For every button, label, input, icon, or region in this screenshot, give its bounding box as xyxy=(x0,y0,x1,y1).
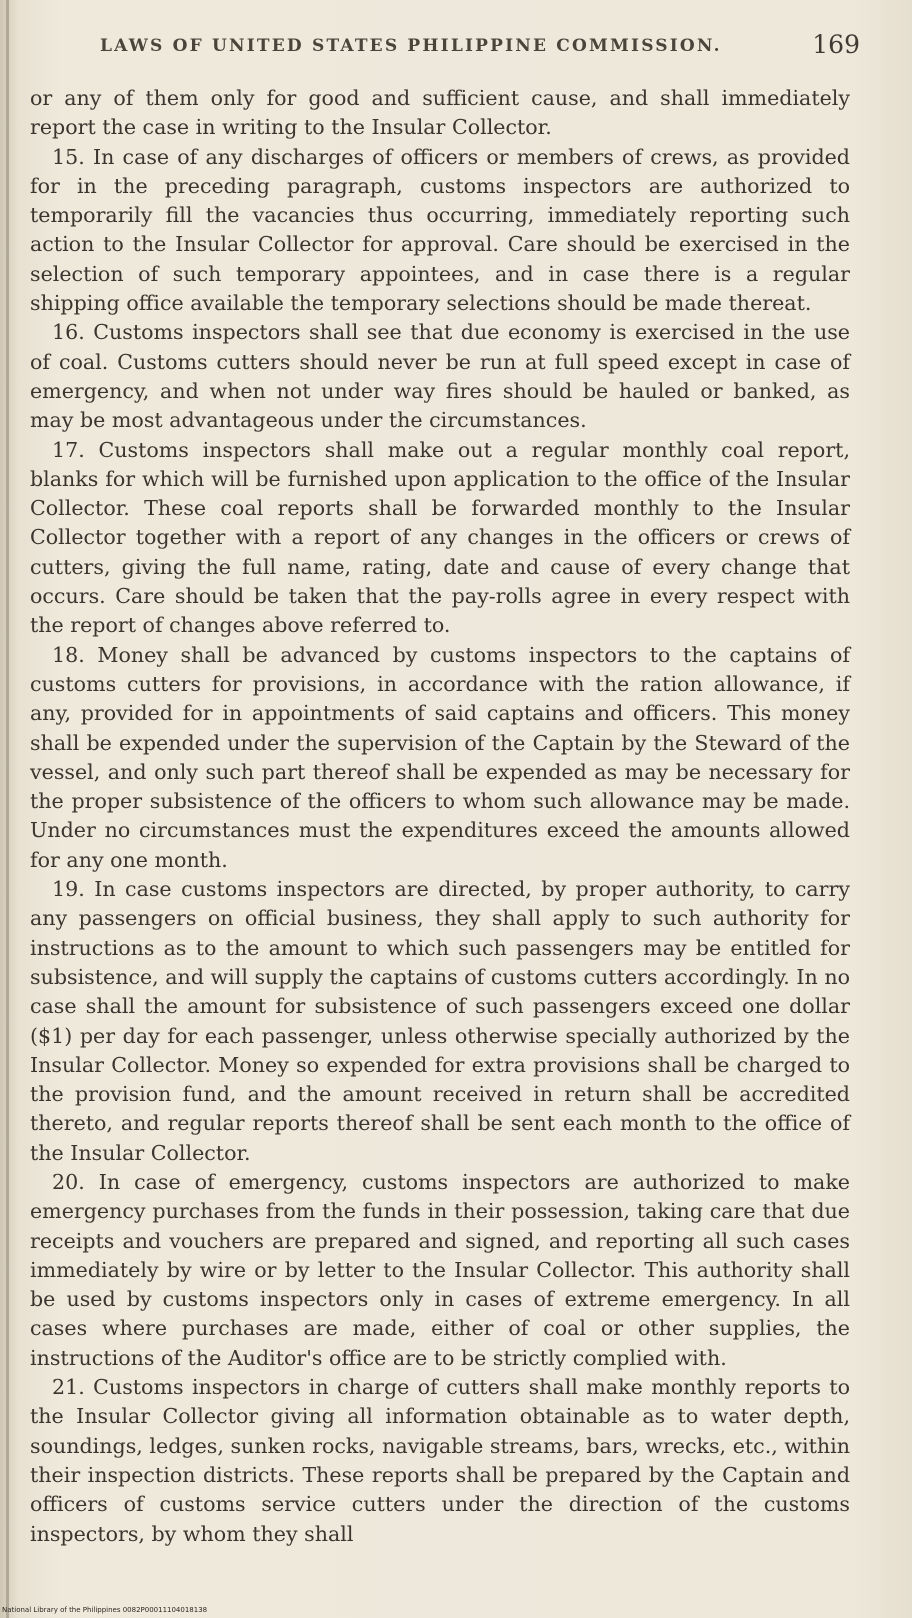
paragraph-20: 20. In case of emergency, customs inspectors are authorized to make emergency purchases from the funds in their possession, taking care that due receipts and vouchers are prepared and signed, and reporting all such cases immediately by wire or by letter to the Insular Collector. This authority shall be used by customs inspectors only in cases of extreme emergency. In all cases where purchases are made, either of coal or other supplies, the instructions of the Auditor's office are to be strictly complied with. xyxy=(30,1169,850,1370)
paragraph-17: 17. Customs inspectors shall make out a regular monthly coal report, blanks for which will be furnished upon application to the office of the Insular Collector. These coal reports shall be forwarded monthly to the Insular Collector together with a report of any changes in the officers or crews of cutters, giving the full name, rating, date and cause of every change that occurs. Care should be taken that the pay-rolls agree in every respect with the report of changes above referred to. xyxy=(30,437,850,638)
scan-credit: National Library of the Philippines 0082P00011104018138 xyxy=(2,1606,208,1614)
paragraph-18: 18. Money shall be advanced by customs inspectors to the captains of customs cutters for provisions, in accordance with the ration allowance, if any, provided for in appointments of said captains and officers. This money shall be expended under the supervision of the Captain by the Steward of the vessel, and only such part thereof shall be expended as may be necessary for the proper subsistence of the officers to whom such allowance may be made. Under no circumstances must the expenditures exceed the amounts allowed for any one month. xyxy=(30,642,850,872)
page-header xyxy=(100,26,860,66)
page-number: 169 xyxy=(812,30,860,59)
body-text xyxy=(30,84,850,1549)
book-spine-edge xyxy=(6,0,9,1618)
paragraph-15: 15. In case of any discharges of officers or members of crews, as provided for in the preceding paragraph, customs inspectors are authorized to temporarily fill the vacancies thus occurring, immediately reporting such action to the Insular Collector for approval. Care should be exercised in the selection of such temporary appointees, and in case there is a regular shipping office available the temporary selections should be made thereat. xyxy=(30,144,850,316)
paragraph-continuation: or any of them only for good and sufficient cause, and shall immediately report the case in writing to the Insular Collector. xyxy=(30,86,850,140)
running-head: LAWS OF UNITED STATES PHILIPPINE COMMISSION. xyxy=(100,36,722,56)
paragraph-16: 16. Customs inspectors shall see that due economy is exercised in the use of coal. Customs cutters should never be run at full speed except in case of emergency, and when not under way fires should be hauled or banked, as may be most advantageous under the circumstances. xyxy=(30,320,850,433)
paragraph-21: 21. Customs inspectors in charge of cutters shall make monthly reports to the Insular Collector giving all information obtainable as to water depth, soundings, ledges, sunken rocks, navigable streams, bars, wrecks, etc., within their inspection districts. These reports shall be prepared by the Captain and officers of customs service cutters under the direction of the customs inspectors, by whom they shall xyxy=(30,1375,850,1546)
paragraph-19: 19. In case customs inspectors are directed, by proper authority, to carry any passengers on official business, they shall apply to such authority for instructions as to the amount to which such passengers may be entitled for subsistence, and will supply the captains of customs cutters accordingly. In no case shall the amount for subsistence of such passengers exceed one dollar ($1) per day for each passenger, unless otherwise specially authorized by the Insular Collector. Money so expended for extra provisions shall be charged to the provision fund, and the amount received in return shall be accredited thereto, and regular reports thereof shall be sent each month to the office of the Insular Collector. xyxy=(30,877,850,1165)
